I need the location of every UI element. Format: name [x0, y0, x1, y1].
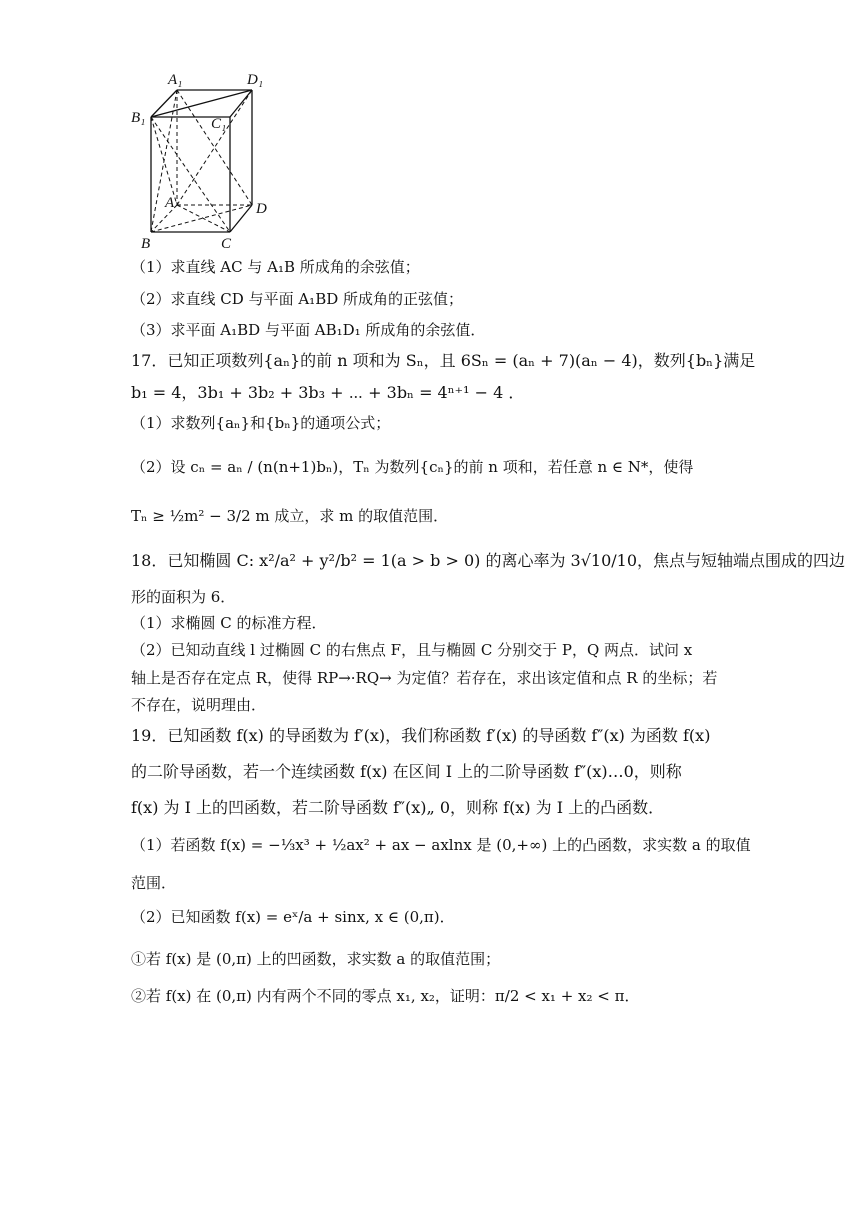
cuboid-figure	[0, 0, 860, 260]
q18-stem-line1: 18．已知椭圆 C: x²/a² + y²/b² = 1(a > b > 0) 的离心率为 3√10/10，焦点与短轴端点围成的四边	[131, 551, 846, 570]
label-D: D	[256, 201, 267, 217]
label-A: A	[165, 195, 175, 211]
label-D1: D₁	[247, 72, 264, 88]
label-C: C	[221, 236, 232, 252]
q18-part2-line2: 轴上是否存在定点 R，使得 RP→·RQ→ 为定值？若存在，求出该定值和点 R 的坐标；若	[131, 669, 718, 687]
q16-part2: （2）求直线 CD 与平面 A₁BD 所成角的正弦值；	[131, 290, 464, 308]
q17-part1: （1）求数列{aₙ}和{bₙ}的通项公式；	[131, 414, 391, 432]
q19-stem-line2: 的二阶导函数，若一个连续函数 f(x) 在区间 I 上的二阶导函数 f″(x)…0，则称	[131, 762, 682, 781]
q19-stem-line1: 19．已知函数 f(x) 的导函数为 f′(x)，我们称函数 f′(x) 的导函数 f″(x) 为函数 f(x)	[131, 726, 711, 745]
q19-part2: （2）已知函数 f(x) = eˣ/a + sinx, x ∈ (0,π)．	[131, 908, 455, 926]
q16-part1: （1）求直线 AC 与 A₁B 所成角的余弦值；	[131, 258, 420, 276]
label-C1: C₁	[211, 116, 227, 132]
q19-part1-line2: 范围．	[131, 874, 177, 892]
q18-stem-line2: 形的面积为 6．	[131, 588, 236, 606]
q18-part2-line3: 不存在，说明理由．	[131, 696, 267, 714]
q19-part1-line1: （1）若函数 f(x) = −⅓x³ + ½ax² + ax − axlnx 是 (0,+∞) 上的凸函数，求实数 a 的取值	[131, 836, 751, 854]
q17-stem-line2: b₁ = 4，3b₁ + 3b₂ + 3b₃ + ⋯ + 3bₙ = 4ⁿ⁺¹ − 4 ．	[131, 383, 525, 402]
q18-part2-line1: （2）已知动直线 l 过椭圆 C 的右焦点 F，且与椭圆 C 分别交于 P，Q 两点．试问 x	[131, 641, 693, 659]
q17-part2: （2）设 cₙ = aₙ / (n(n+1)bₙ)，Tₙ 为数列{cₙ}的前 n 项和，若任意 n ∈ N*，使得	[131, 458, 694, 476]
label-B1: B₁	[131, 110, 146, 126]
q18-part1: （1）求椭圆 C 的标准方程．	[131, 614, 327, 632]
q19-stem-line3: f(x) 为 I 上的凹函数，若二阶导函数 f″(x)„ 0，则称 f(x) 为 I 上的凸函数．	[131, 798, 665, 817]
q17-stem-line1: 17．已知正项数列{aₙ}的前 n 项和为 Sₙ，且 6Sₙ = (aₙ + 7)(aₙ − 4)，数列{bₙ}满足	[131, 351, 756, 370]
q19-part2-sub2: ②若 f(x) 在 (0,π) 内有两个不同的零点 x₁, x₂，证明：π/2 < x₁ + x₂ < π．	[131, 987, 640, 1005]
q17-part2-cont: Tₙ ≥ ½m² − 3/2 m 成立，求 m 的取值范围．	[131, 507, 449, 525]
label-A1: A₁	[168, 72, 183, 88]
label-B: B	[141, 236, 151, 252]
q16-part3: （3）求平面 A₁BD 与平面 AB₁D₁ 所成角的余弦值．	[131, 321, 486, 339]
q19-part2-sub1: ①若 f(x) 是 (0,π) 上的凹函数，求实数 a 的取值范围；	[131, 950, 501, 968]
